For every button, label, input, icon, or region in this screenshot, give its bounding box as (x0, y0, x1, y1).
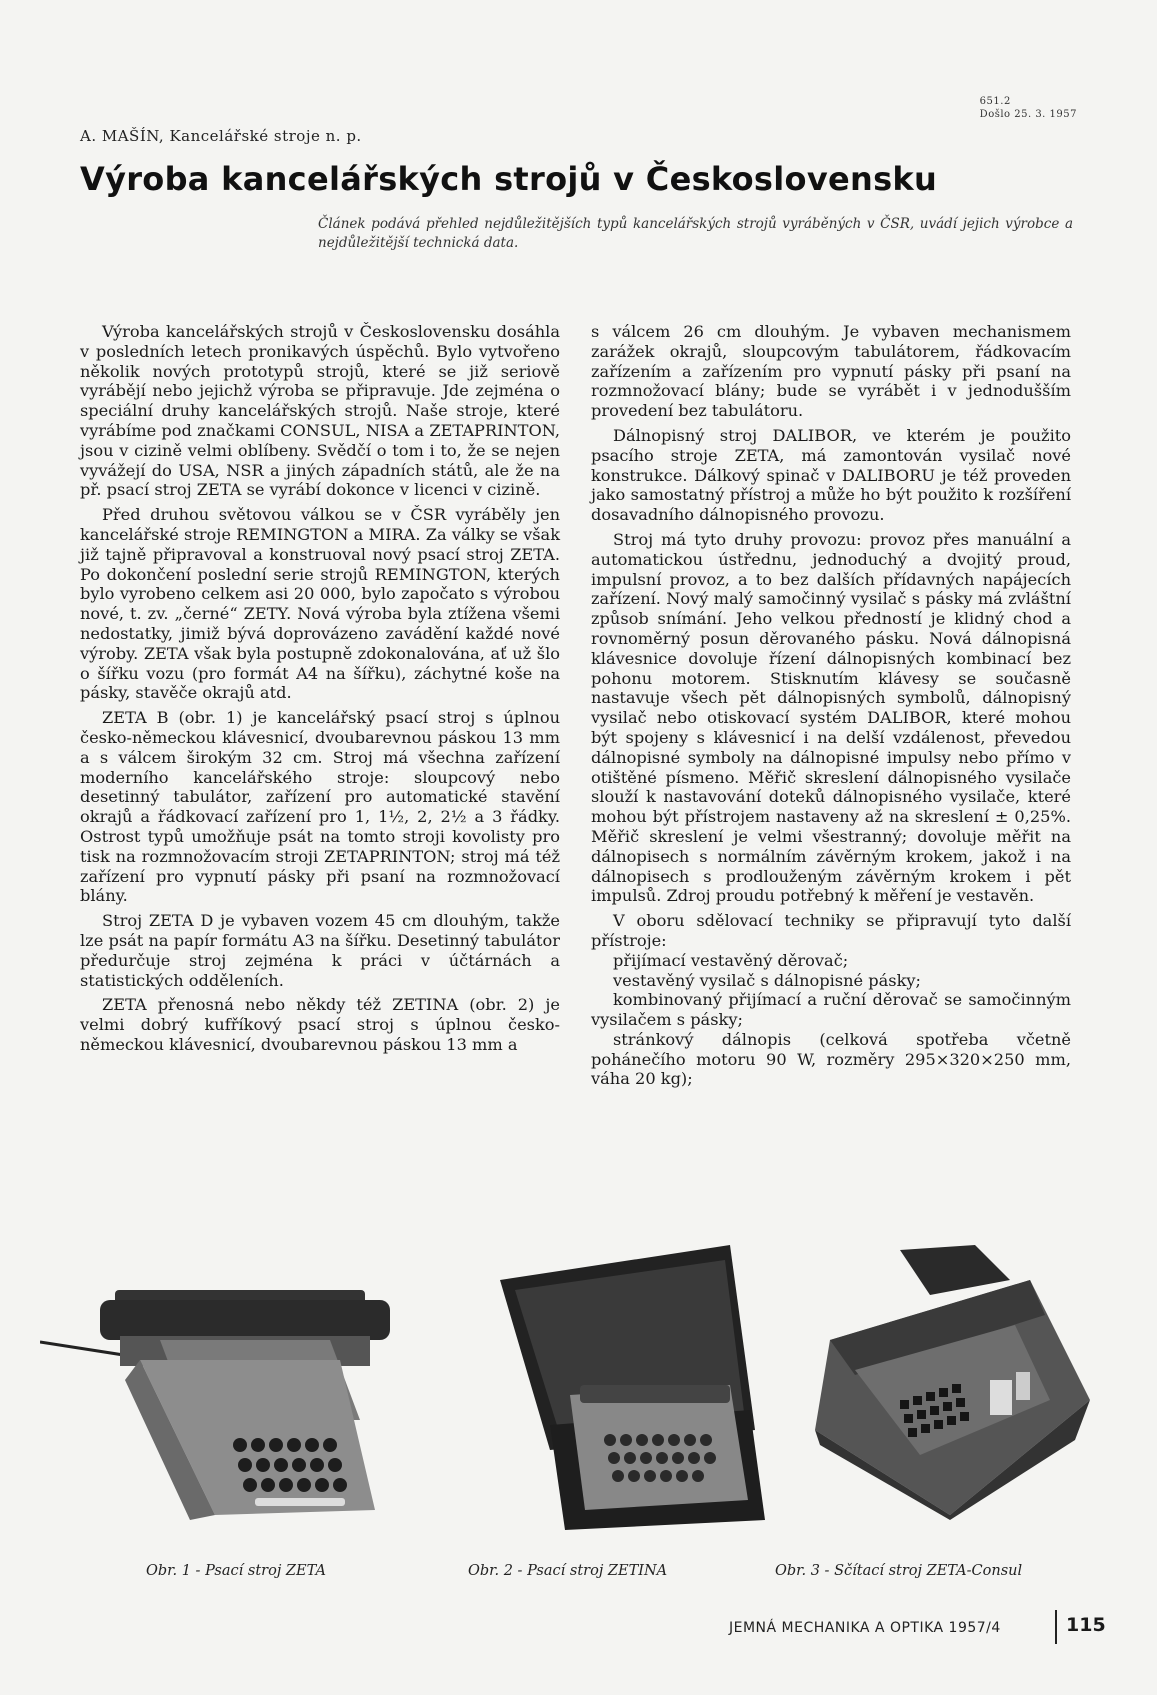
figure-caption-2: Obr. 2 - Psací stroj ZETINA (468, 1563, 668, 1579)
list-item: stránkový dálnopis (celková spotřeba včetně pohánečího motoru 90 W, rozměry 295×320×250 mm, váha 20 kg); (591, 1029, 1071, 1089)
footer-divider (1055, 1610, 1057, 1644)
author-line: A. MAŠÍN, Kancelářské stroje n. p. (80, 127, 362, 145)
list-item: vestavěný vysilač s dálnopisné pásky; (613, 970, 921, 990)
page-number: 115 (1066, 1614, 1106, 1636)
list-item: přijímací vestavěný děrovač; (613, 950, 849, 970)
figure-typewriter-zetina (490, 1235, 770, 1535)
received-date: Došlo 25. 3. 1957 (979, 109, 1077, 120)
text-column-right (591, 322, 1071, 1089)
paragraph: Stroj ZETA D je vybaven vozem 45 cm dlouhým, takže lze psát na papír formátu A3 na šířku. Desetinný tabulátor předurčuje stroj zejména k práci v účtárnách a statistických odděleních. (80, 911, 560, 990)
figure-caption-1: Obr. 1 - Psací stroj ZETA (146, 1563, 326, 1579)
abstract: Článek podává přehled nejdůležitějších typů kancelářských strojů vyráběných v ČSR, uvádí jejich výrobce a nejdůležitější technická data. (318, 216, 1073, 251)
paragraph: Před druhou světovou válkou se v ČSR vyráběly jen kancelářské stroje REMINGTON a MIRA. Za války se však již tajně připravoval a konstruoval nový psací stroj ZETA. Po dokončení poslední serie strojů REMINGTON, kterých bylo vyrobeno celkem asi 20 000, bylo započato s výrobou nové, t. zv. „černé“ ZETY. Nová výroba byla ztížena všemi nedostatky, jimiž bývá doprovázeno zavádění každé nové výroby. ZETA však byla postupně zdokonalována, ať už šlo o šířku vozu (pro formát A4 na šířku), záchytné koše na pásky, stavěče okrajů atd. (80, 505, 560, 703)
paragraph: V oboru sdělovací techniky se připravují tyto další přístroje: (591, 911, 1071, 950)
figure-adding-machine (800, 1240, 1100, 1525)
list-item: kombinovaný přijímací a ruční děrovač se samočinným vysilačem s pásky; (591, 990, 1071, 1030)
journal-footer: JEMNÁ MECHANIKA A OPTIKA 1957/4 (729, 1620, 1001, 1636)
paragraph: Stroj má tyto druhy provozu: provoz přes manuální a automatickou ústřednu, jednoduchý a dvojitý proud, impulsní provoz, a to bez dalších přídavných napájecích zařízení. Nový malý samočinný vysilač s pásky má zvláštní způsob snímání. Jeho velkou předností je klidný chod a rovnoměrný posun děrovaného pásku. Nová dálnopisná klávesnice dovoluje řízení dálnopisných kombinací bez pohonu motorem. Stisknutím klávesy se současně nastavuje všech pět dálnopisných symbolů, dálnopisný vysilač nebo otiskovací systém DALIBOR, které mohou být spojeny s klávesnicí i na delší vzdálenost, převedou dálnopisné symboly na dálnopisné impulsy nebo přímo v otištěné písmeno. Měřič skreslení dálnopisného vysilače slouží k nastavování doteků dálnopisného vysilače, které mohou být přístrojem nastaveny až na skreslení ± 0,25%. Měřič skreslení je velmi všestranný; dovoluje měřit na dálnopisech s normálním závěrným krokem, jakož i na dálnopisech s prodlouženým závěrným krokem i pět impulsů. Zdroj proudu potřebný k měření je vestavěn. (591, 529, 1071, 906)
paragraph: Výroba kancelářských strojů v Československu dosáhla v posledních letech pronikavých úspěchů. Bylo vytvořeno několik nových prototypů strojů, které se již seriově vyrábějí nebo jejichž výroba se připravuje. Jde zejména o speciální druhy kancelářských strojů. Naše stroje, které vyrábíme pod značkami CONSUL, NISA a ZETAPRINTON, jsou v cizině velmi oblíbeny. Svědčí o tom i to, že se nejen vyvážejí do USA, NSR a jiných západních států, ale že na př. psací stroj ZETA se vyrábí dokonce v licenci v cizině. (80, 322, 560, 500)
classification-number: 651.2 (979, 96, 1011, 107)
paragraph: ZETA B (obr. 1) je kancelářský psací stroj s úplnou česko-německou klávesnicí, dvoubarevnou páskou 13 mm a s válcem širokým 32 cm. Stroj má všechna zařízení moderního kancelářského stroje: sloupcový nebo desetinný tabulátor, zařízení pro automatické stavění okrajů a řádkovací zařízení pro 1, 1½, 2, 2½ a 3 řádky. Ostrost typů umožňuje psát na tomto stroji kovolisty pro tisk na rozmnožovacím stroji ZETAPRINTON; stroj má též zařízení pro vypnutí pásky při psaní na rozmnožovací blány. (80, 708, 560, 906)
paragraph: ZETA přenosná nebo někdy též ZETINA (obr. 2) je velmi dobrý kufříkový psací stroj s úplnou česko-německou klávesnicí, dvoubarevnou páskou 13 mm a (80, 995, 560, 1054)
paragraph: s válcem 26 cm dlouhým. Je vybaven mechanismem zarážek okrajů, sloupcovým tabulátorem, řádkovacím zařízením a zařízením pro vypnutí pásky při psaní na rozmnožovací blány; bude se vyrábět i v jednodušším provedení bez tabulátoru. (591, 322, 1071, 421)
figure-typewriter-zeta (40, 1270, 420, 1530)
classification-block (980, 95, 1077, 121)
figure-caption-3: Obr. 3 - Sčítací stroj ZETA-Consul (775, 1563, 1023, 1579)
text-column-left (80, 322, 560, 1060)
paragraph: Dálnopisný stroj DALIBOR, ve kterém je použito psacího stroje ZETA, má zamontován vysilač nové konstrukce. Dálkový spinač v DALIBORU je též proveden jako samostatný přístroj a může ho být použito k rozšíření dosavadního dálnopisného provozu. (591, 425, 1071, 525)
article-title: Výroba kancelářských strojů v Československu (80, 160, 938, 198)
